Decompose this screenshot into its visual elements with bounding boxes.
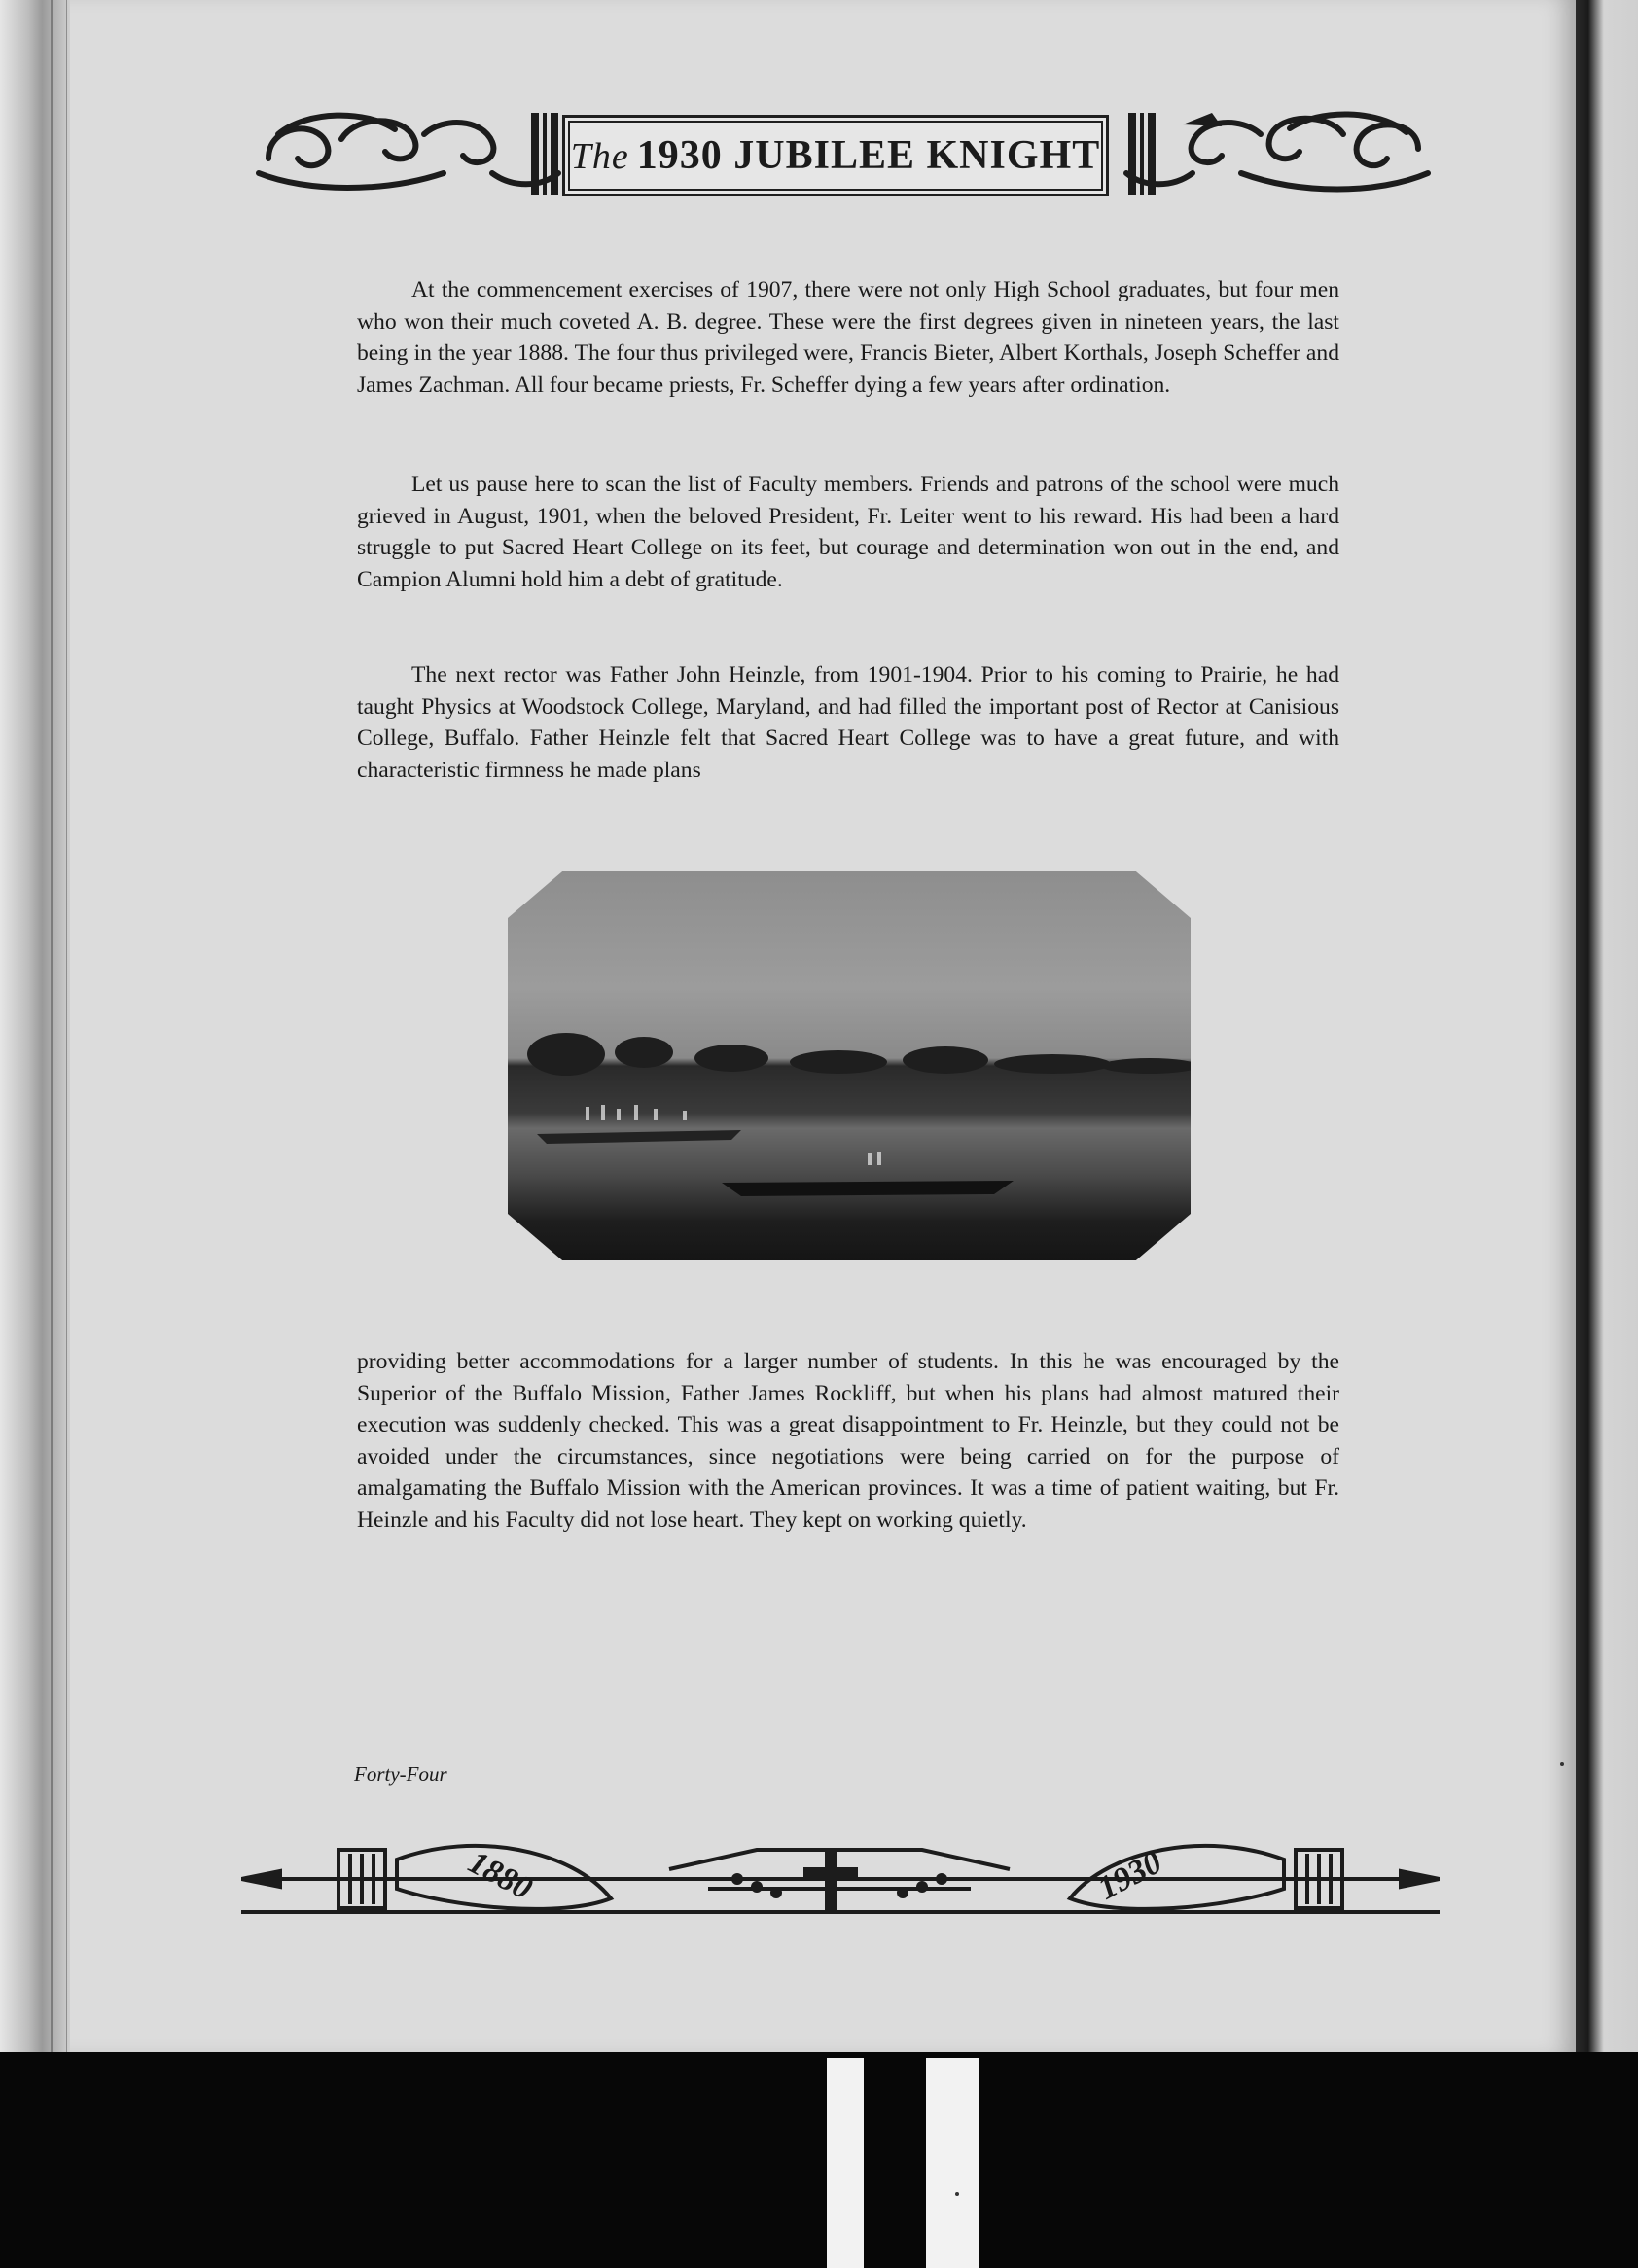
page-header-ornament	[249, 105, 1438, 202]
spine-edge-lines	[51, 0, 67, 2052]
dust-speck	[1560, 1762, 1564, 1766]
paragraph-better-accommodations: providing better accommodations for a larger number of students. In this he was encouraged by the Superior of the Buffalo Mission, Father James Rockliff, but when his plans had almost matured their execution was suddenly checked. This was a great disappointment to Fr. Heinzle, but they could not be avoided under the circumstances, since negotiations were being carried on for the purpose of amalgamating the Buffalo Mission with the American provinces. It was a time of patient waiting, but Fr. Heinzle and his Faculty did not lose heart. They kept on working quietly.	[357, 1349, 1339, 1533]
river-photograph	[508, 871, 1191, 1260]
paragraph-father-heinzle: The next rector was Father John Heinzle, from 1901-1904. Prior to his coming to Prairie, he had taught Physics at Woodstock College, Maryland, and had filled the important post of Rector at Canisious College, Buffalo. Father Heinzle felt that Sacred Heart College was to have a great future, and with characteristic firmness he made plans	[357, 662, 1339, 783]
footer-year-left: 1880	[462, 1844, 538, 1907]
facing-page-edge	[1576, 0, 1638, 2052]
river-scene-icon	[508, 871, 1191, 1260]
header-title-box	[562, 115, 1109, 196]
scanner-bed	[0, 2052, 1638, 2268]
header-title-prefix: The	[570, 136, 629, 177]
footer-year-right: 1930	[1092, 1844, 1168, 1907]
paragraph-commencement-1907: At the commencement exercises of 1907, there were not only High School graduates, but four men who won their much coveted A. B. degree. These were the first degrees given in nineteen years, the last being in the year 1888. The four thus privileged were, Francis Bieter, Albert Korthals, Joseph Scheffer and James Zachman. All four became priests, Fr. Scheffer dying a few years after ordination.	[357, 277, 1339, 398]
dust-speck	[955, 2192, 959, 2196]
header-title: 1930 JUBILEE KNIGHT	[636, 133, 1101, 178]
page-number: Forty-Four	[354, 1762, 447, 1786]
scanner-light-stripe	[827, 2058, 864, 2268]
scanner-light-stripe	[926, 2058, 979, 2268]
footer-spear-banner-icon	[241, 1830, 1440, 1928]
paragraph-faculty-members: Let us pause here to scan the list of Faculty members. Friends and patrons of the school were much grieved in August, 1901, when the beloved President, Fr. Leiter went to his reward. His had been a hard struggle to put Sacred Heart College on its feet, but courage and determination won out in the end, and Campion Alumni hold him a debt of gratitude.	[357, 472, 1339, 592]
page-footer-ornament	[241, 1830, 1440, 1928]
